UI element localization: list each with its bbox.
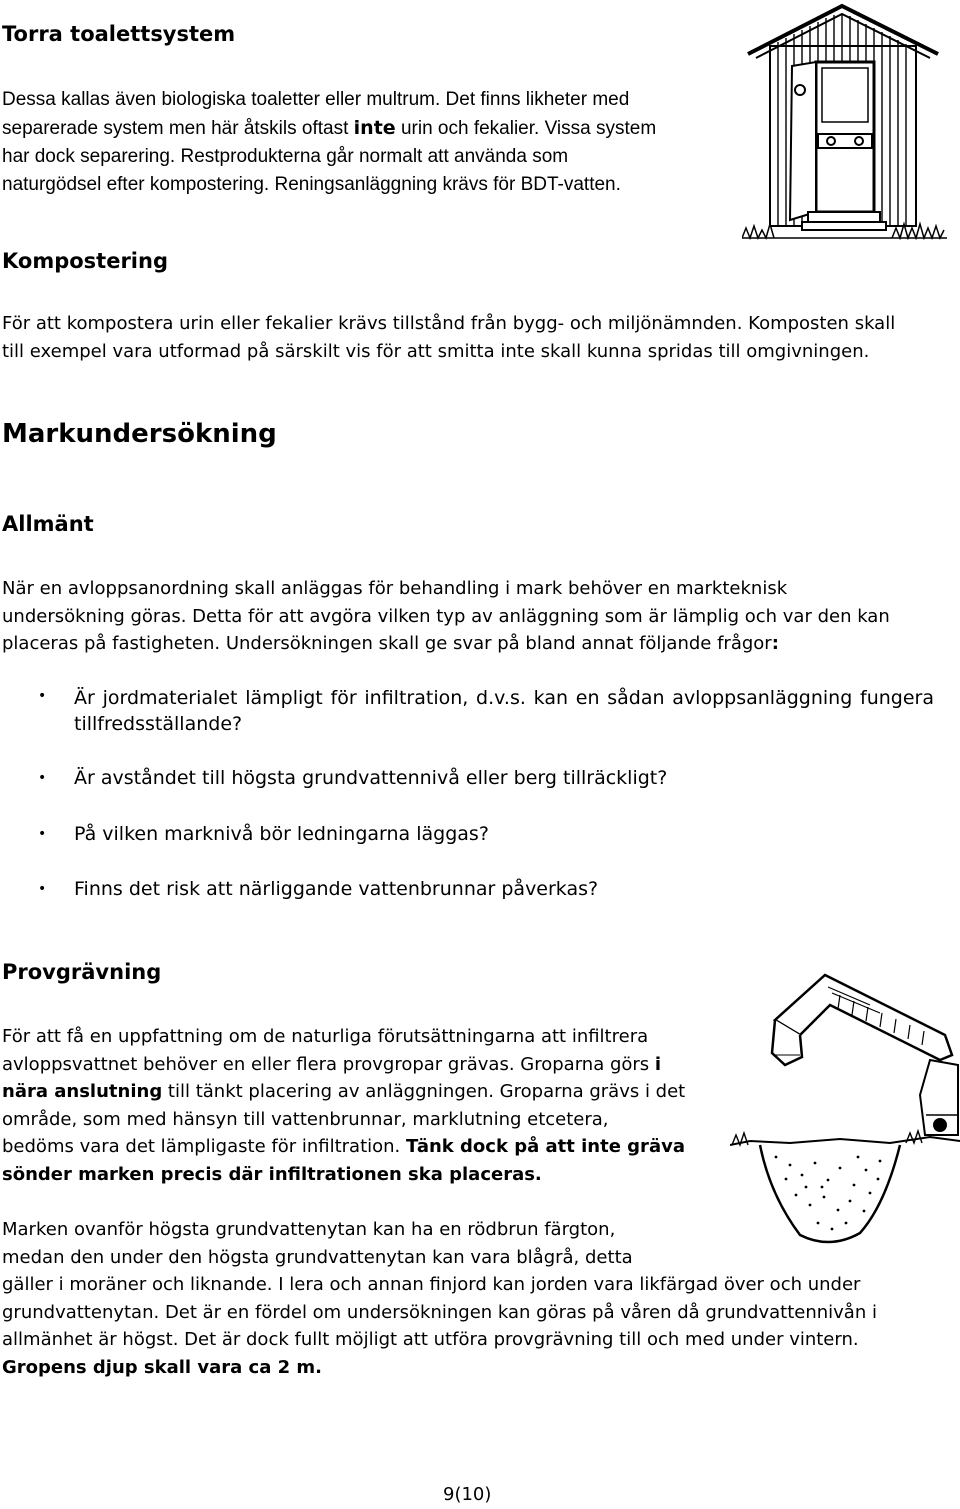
outhouse-illustration xyxy=(742,2,947,242)
bullet-text-4: Finns det risk att närliggande vattenbrunnar påverkas? xyxy=(74,878,599,900)
allmant-line-1: När en avloppsanordning skall anläggas för behandling i mark behöver en markteknisk xyxy=(2,578,788,599)
intro-line-1: Dessa kallas även biologiska toaletter eller multrum. Det finns likheter med xyxy=(2,89,630,110)
section-heading-kompostering: Kompostering xyxy=(2,249,168,273)
bullet-text-3: På vilken marknivå bör ledningarna läggas? xyxy=(74,823,489,845)
p2-line-3: gäller i moräner och liknande. I lera och annan finjord kan jorden vara likfärgad över och under xyxy=(2,1274,861,1295)
p1-line-4: område, som med hänsyn till vattenbrunnar, marklutning etcetera, xyxy=(2,1108,609,1130)
page-number: 9(10) xyxy=(443,1484,492,1505)
allmant-line-2: undersökning göras. Detta för att avgöra vilken typ av anläggning som är lämplig och var den kan xyxy=(2,605,890,627)
provgravning-paragraph-1 xyxy=(2,1023,685,1188)
allmant-paragraph xyxy=(2,575,890,658)
emphasis-inte: inte xyxy=(353,117,396,139)
excavator-pit-illustration xyxy=(730,965,960,1255)
p1-line-5: bedöms vara det lämpligaste för infiltration. Tänk dock på att inte gräva xyxy=(2,1136,685,1157)
p2-line-5: allmänhet är högst. Det är dock fullt möjligt att utföra provgrävning till och med under vintern. xyxy=(2,1329,859,1350)
p2-line-2: medan den under den högsta grundvattenytan kan vara blågrå, detta xyxy=(2,1246,633,1268)
intro-paragraph xyxy=(2,86,656,199)
kompostering-line-1: För att kompostera urin eller fekalier krävs tillstånd från bygg- och miljönämnden. Komposten skall xyxy=(2,313,896,334)
allmant-line-3: placeras på fastigheten. Undersökningen skall ge svar på bland annat följande frågor: xyxy=(2,633,779,654)
bullet-marker: • xyxy=(38,881,47,897)
section-heading-provgravning: Provgrävning xyxy=(2,960,162,984)
p2-line-6: Gropens djup skall vara ca 2 m. xyxy=(2,1356,323,1378)
bullet-text-1a: Är jordmaterialet lämpligt för infiltration, d.v.s. kan en sådan avloppsanläggning fungera xyxy=(74,687,934,709)
kompostering-line-2: till exempel vara utformad på särskilt vis för att smitta inte skall kunna spridas till omgivningen. xyxy=(2,340,870,362)
p2-line-1: Marken ovanför högsta grundvattenytan kan ha en rödbrun färgton, xyxy=(2,1219,616,1240)
p1-line-3: nära anslutning till tänkt placering av anläggningen. Groparna grävs i det xyxy=(2,1081,686,1102)
bullet-marker: • xyxy=(38,770,47,786)
intro-line-3: har dock separering. Restprodukterna går normalt att använda som xyxy=(2,146,569,167)
p2-line-4: grundvattenytan. Det är en fördel om undersökningen kan göras på våren då grundvattennivån i xyxy=(2,1301,877,1323)
intro-line-2: separerade system men här åtskils oftast inte urin och fekalier. Vissa system xyxy=(2,117,657,139)
p1-line-1: För att få en uppfattning om de naturliga förutsättningarna att infiltrera xyxy=(2,1026,649,1047)
bullet-text-2: Är avståndet till högsta grundvattennivå eller berg tillräckligt? xyxy=(74,767,668,789)
bullet-marker: • xyxy=(38,826,47,842)
p1-line-6: sönder marken precis där infiltrationen ska placeras. xyxy=(2,1163,542,1185)
bullet-marker: • xyxy=(38,688,47,704)
provgravning-paragraph-2 xyxy=(2,1216,877,1381)
intro-line-4: naturgödsel efter kompostering. Reningsanläggning krävs för BDT-vatten. xyxy=(2,174,621,195)
section-heading-markundersokning: Markundersökning xyxy=(2,419,277,449)
kompostering-paragraph xyxy=(2,310,895,365)
p1-line-2: avloppsvattnet behöver en eller flera provgropar grävas. Groparna görs i xyxy=(2,1053,662,1075)
subheading-allmant: Allmänt xyxy=(2,512,94,536)
section-heading-torra-toalettsystem: Torra toalettsystem xyxy=(2,22,236,46)
bullet-text-1b: tillfredsställande? xyxy=(74,713,243,735)
